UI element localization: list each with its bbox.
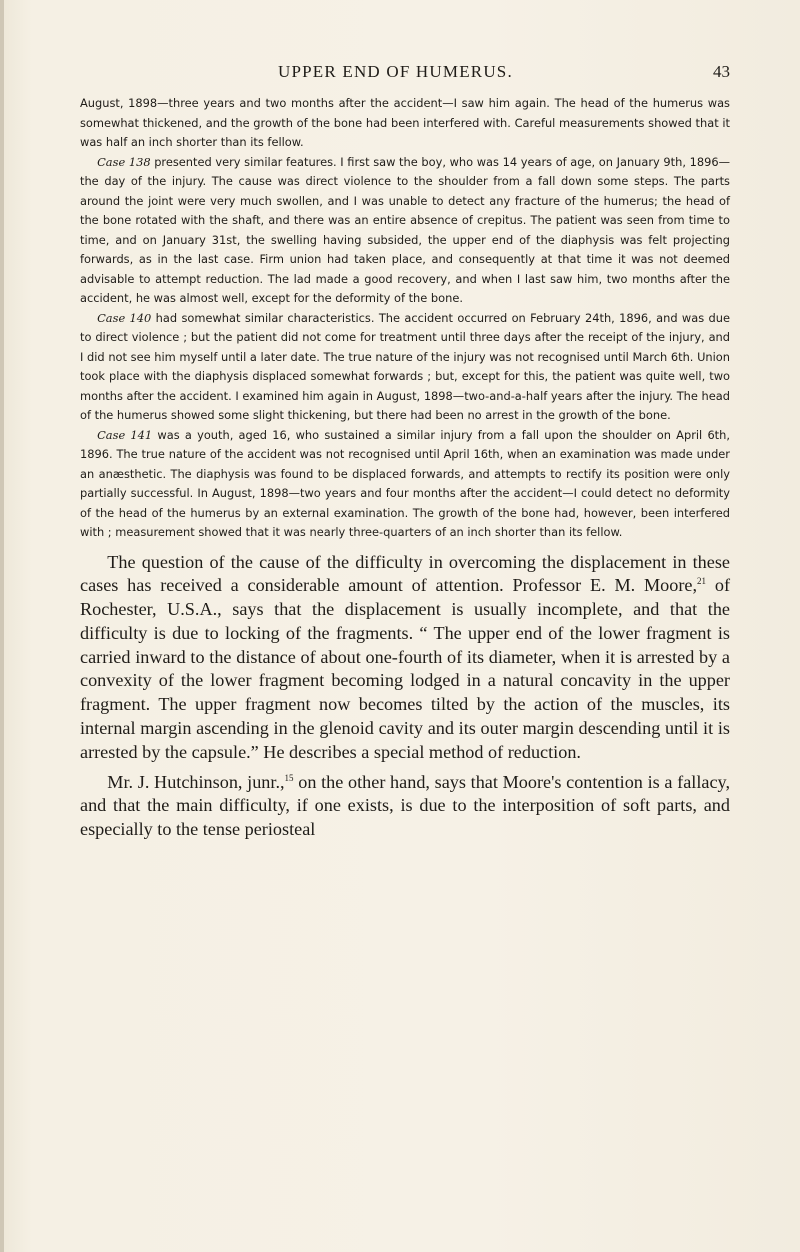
- paragraph-case-138: [80, 153, 730, 309]
- paragraph-text: had somewhat similar characteristics. The accident occurred on February 24th, 1896, and was due to direct violence ; but the patient did not come for treatment until three days after the receipt of the injury, and I did not see him myself until a later date. The true nature of the injury was not recognised until March 6th. Union took place with the diaphysis displaced somewhat forwards ; but, except for this, the patient was quite well, two months after the accident. I examined him again in August, 1898—two-and-a-half years after the injury. The head of the humerus showed some slight thickening, but there had been no arrest in the growth of the bone.: [80, 310, 730, 422]
- reference-superscript: 21: [697, 576, 707, 587]
- paragraph-moore: [80, 551, 730, 765]
- running-title: UPPER END OF HUMERUS.: [278, 62, 513, 81]
- paragraph-text: August, 1898—three years and two months after the accident—I saw him again. The head of the humerus was somewhat thickened, and the growth of the bone had been interfered with. Careful measurements showed that it was half an inch shorter than its fellow.: [80, 96, 730, 149]
- paragraph-text: The question of the cause of the difficulty in overcoming the displacement in these cases has received a considerable amount of attention. Professor E. M. Moore,: [80, 551, 730, 596]
- paragraph-text: Mr. J. Hutchinson, junr.,: [107, 771, 285, 792]
- running-head: [220, 62, 730, 86]
- paragraph-case-141: [80, 426, 730, 543]
- paragraph-hutchinson: [80, 771, 730, 842]
- paragraph-continuation: [80, 94, 730, 153]
- reference-superscript: 15: [284, 772, 294, 783]
- case-label: Case 140: [97, 310, 152, 325]
- case-label: Case 138: [97, 154, 151, 169]
- page-gutter-edge: [0, 0, 4, 1252]
- paragraph-text: on the other hand, says that Moore's contention is a fallacy, and that the main difficulty, if one exists, is due to the interposition of soft parts, and especially to the tense periosteal: [80, 771, 730, 840]
- paragraph-text: presented very similar features. I first saw the boy, who was 14 years of age, on January 9th, 1896—the day of the injury. The cause was direct violence to the shoulder from a fall down some steps. The parts around the joint were very much swollen, and I was unable to detect any fracture of the humerus; the head of the bone rotated with the shaft, and there was an entire absence of crepitus. The patient was seen from time to time, and on January 31st, the swelling having subsided, the upper end of the diaphysis was felt projecting forwards, as in the last case. Firm union had taken place, and consequently at that time it was not deemed advisable to attempt reduction. The lad made a good recovery, and when I last saw him, two months after the accident, he was almost well, except for the deformity of the bone.: [80, 154, 730, 305]
- paragraph-text: of Rochester, U.S.A., says that the displacement is usually incomplete, and that the difficulty is due to locking of the fragments. “ The upper end of the lower fragment is carried inward to the distance of about one-fourth of its diameter, when it is arrested by a convexity of the lower fragment becoming lodged in a natural concavity in the upper fragment. The upper fragment now becomes tilted by the action of the muscles, its internal margin ascending in the glenoid cavity and its outer margin descending until it is arrested by the capsule.” He describes a special method of reduction.: [80, 575, 731, 762]
- body-text: [80, 94, 730, 842]
- paragraph-case-140: [80, 309, 730, 426]
- case-label: Case 141: [97, 427, 153, 442]
- paragraph-text: was a youth, aged 16, who sustained a similar injury from a fall upon the shoulder on April 6th, 1896. The true nature of the accident was not recognised until April 16th, when an examination was made under an anæsthetic. The diaphysis was found to be displaced forwards, and attempts to rectify its position were only partially successful. In August, 1898—two years and four months after the accident—I could detect no deformity of the head of the humerus by an external examination. The growth of the bone had, however, been interfered with ; measurement showed that it was nearly three-quarters of an inch shorter than its fellow.: [80, 427, 730, 539]
- page-number: 43: [713, 62, 730, 81]
